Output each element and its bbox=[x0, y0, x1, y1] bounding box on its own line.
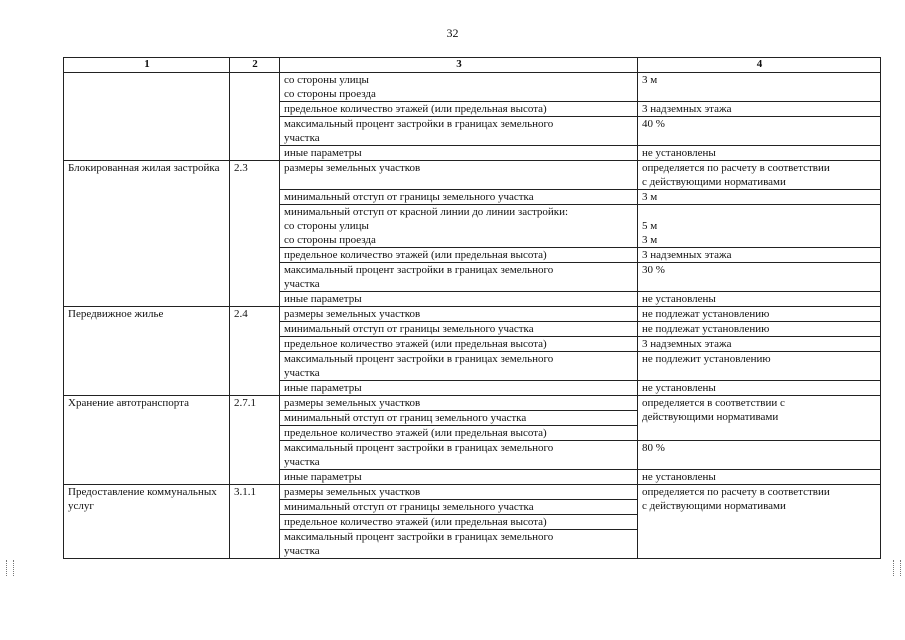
cell-line: со стороны проезда bbox=[284, 234, 376, 246]
cell-line: 80 % bbox=[642, 442, 665, 454]
cell-line: участка bbox=[284, 456, 320, 468]
cell-line: участка bbox=[284, 545, 320, 557]
parameter-cell bbox=[280, 381, 638, 396]
cell-line bbox=[642, 87, 877, 101]
cell-line: определяется по расчету в соответствии bbox=[642, 486, 830, 498]
value-cell bbox=[638, 352, 881, 381]
parameter-cell bbox=[280, 322, 638, 337]
parameter-cell bbox=[280, 73, 638, 102]
table-row bbox=[64, 485, 881, 500]
cell-line: 3 надземных этажа bbox=[642, 249, 732, 261]
parameter-cell bbox=[280, 470, 638, 485]
value-cell bbox=[638, 146, 881, 161]
value-cell bbox=[638, 485, 881, 559]
cell-line: 40 % bbox=[642, 118, 665, 130]
cell-line: 3 м bbox=[642, 74, 658, 86]
value-cell bbox=[638, 441, 881, 470]
cell-line: максимальный процент застройки в границах земельного bbox=[284, 118, 554, 130]
value-cell bbox=[638, 73, 881, 102]
parameter-cell bbox=[280, 500, 638, 515]
land-use-kind-cell bbox=[64, 73, 230, 161]
parameter-cell bbox=[280, 146, 638, 161]
cell-line: максимальный процент застройки в границах земельного bbox=[284, 353, 554, 365]
cell-line: 3 м bbox=[642, 191, 658, 203]
cell-line: иные параметры bbox=[284, 147, 362, 159]
cell-line: минимальный отступ от границы земельного участка bbox=[284, 191, 534, 203]
cell-line: максимальный процент застройки в границах земельного bbox=[284, 264, 554, 276]
parameter-cell bbox=[280, 352, 638, 381]
cell-line: участка bbox=[284, 132, 320, 144]
cell-line: определяется по расчету в соответствии bbox=[642, 162, 830, 174]
column-header-3: 3 bbox=[280, 58, 638, 73]
cell-line: не подлежат установлению bbox=[642, 323, 770, 335]
value-cell bbox=[638, 322, 881, 337]
cell-line: 30 % bbox=[642, 264, 665, 276]
cell-line: со стороны улицы bbox=[284, 74, 369, 86]
land-use-code-cell: 3.1.1 bbox=[230, 485, 280, 559]
column-header-1: 1 bbox=[64, 58, 230, 73]
land-use-code-cell bbox=[230, 73, 280, 161]
cell-line: с действующими нормативами bbox=[642, 500, 786, 512]
cell-line: предельное количество этажей (или предельная высота) bbox=[284, 516, 547, 528]
cell-line: размеры земельных участков bbox=[284, 397, 421, 409]
cell-line: не установлены bbox=[642, 147, 716, 159]
parameter-cell bbox=[280, 205, 638, 248]
cell-line: с действующими нормативами bbox=[642, 176, 786, 188]
cell-line: не установлены bbox=[642, 293, 716, 305]
cell-line bbox=[642, 205, 877, 219]
cell-line: иные параметры bbox=[284, 471, 362, 483]
cell-line: определяется в соответствии с bbox=[642, 397, 785, 409]
cell-line: со стороны улицы bbox=[284, 220, 369, 232]
land-use-code-cell: 2.7.1 bbox=[230, 396, 280, 485]
cell-line: минимальный отступ от границы земельного участка bbox=[284, 501, 534, 513]
land-use-kind-cell: Предоставление коммунальных услуг bbox=[64, 485, 230, 559]
cell-line: не установлены bbox=[642, 382, 716, 394]
value-cell bbox=[638, 117, 881, 146]
value-cell bbox=[638, 248, 881, 263]
cell-line: действующими нормативами bbox=[642, 411, 779, 423]
cell-line: предельное количество этажей (или предельная высота) bbox=[284, 103, 547, 115]
land-use-code-cell: 2.3 bbox=[230, 161, 280, 307]
cell-line: со стороны проезда bbox=[284, 88, 376, 100]
cell-line: размеры земельных участков bbox=[284, 486, 421, 498]
table-row bbox=[64, 396, 881, 411]
cell-line: размеры земельных участков bbox=[284, 308, 421, 320]
cell-line: максимальный процент застройки в границах земельного bbox=[284, 531, 554, 543]
parameter-cell bbox=[280, 530, 638, 559]
parameter-cell bbox=[280, 426, 638, 441]
parameter-cell bbox=[280, 292, 638, 307]
cell-line: не подлежат установлению bbox=[642, 308, 770, 320]
parameter-cell bbox=[280, 263, 638, 292]
parameter-cell bbox=[280, 441, 638, 470]
parameter-cell bbox=[280, 190, 638, 205]
cell-line: минимальный отступ от красной линии до линии застройки: bbox=[284, 206, 569, 218]
value-cell bbox=[638, 205, 881, 248]
cell-line: предельное количество этажей (или предельная высота) bbox=[284, 249, 547, 261]
table-row bbox=[64, 307, 881, 322]
value-cell bbox=[638, 470, 881, 485]
cell-line: 3 м bbox=[642, 234, 658, 246]
cell-line: предельное количество этажей (или предельная высота) bbox=[284, 427, 547, 439]
cell-line: участка bbox=[284, 367, 320, 379]
cell-line: иные параметры bbox=[284, 382, 362, 394]
value-cell bbox=[638, 396, 881, 441]
parameter-cell bbox=[280, 161, 638, 190]
value-cell bbox=[638, 307, 881, 322]
cell-line: максимальный процент застройки в границах земельного bbox=[284, 442, 554, 454]
parameter-cell bbox=[280, 411, 638, 426]
column-header-4: 4 bbox=[638, 58, 881, 73]
cell-line: участка bbox=[284, 278, 320, 290]
regulations-table bbox=[63, 57, 881, 559]
value-cell bbox=[638, 161, 881, 190]
cell-line: не установлены bbox=[642, 471, 716, 483]
page-number: 32 bbox=[446, 26, 459, 40]
table-row bbox=[64, 73, 881, 102]
column-header-2: 2 bbox=[230, 58, 280, 73]
parameter-cell bbox=[280, 337, 638, 352]
parameter-cell bbox=[280, 307, 638, 322]
table-header-row bbox=[64, 58, 881, 73]
cell-line: минимальный отступ от границ земельного участка bbox=[284, 412, 527, 424]
parameter-cell bbox=[280, 102, 638, 117]
parameter-cell bbox=[280, 515, 638, 530]
land-use-kind-cell: Передвижное жилье bbox=[64, 307, 230, 396]
land-use-kind-cell: Блокированная жилая застройка bbox=[64, 161, 230, 307]
table-row bbox=[64, 161, 881, 190]
cell-line: 3 надземных этажа bbox=[642, 103, 732, 115]
cell-line: не подлежит установлению bbox=[642, 353, 771, 365]
value-cell bbox=[638, 190, 881, 205]
parameter-cell bbox=[280, 485, 638, 500]
parameter-cell bbox=[280, 117, 638, 146]
value-cell bbox=[638, 102, 881, 117]
cell-line: предельное количество этажей (или предельная высота) bbox=[284, 338, 547, 350]
value-cell bbox=[638, 263, 881, 292]
value-cell bbox=[638, 292, 881, 307]
cell-line: иные параметры bbox=[284, 293, 362, 305]
left-margin-mark bbox=[6, 560, 14, 576]
value-cell bbox=[638, 337, 881, 352]
cell-line: размеры земельных участков bbox=[284, 162, 421, 174]
table-body bbox=[64, 73, 881, 559]
parameter-cell bbox=[280, 396, 638, 411]
value-cell bbox=[638, 381, 881, 396]
land-use-kind-cell: Хранение автотранспорта bbox=[64, 396, 230, 485]
parameter-cell bbox=[280, 248, 638, 263]
cell-line: 3 надземных этажа bbox=[642, 338, 732, 350]
cell-line: минимальный отступ от границы земельного участка bbox=[284, 323, 534, 335]
land-use-code-cell: 2.4 bbox=[230, 307, 280, 396]
cell-line: 5 м bbox=[642, 220, 658, 232]
right-margin-mark bbox=[893, 560, 901, 576]
